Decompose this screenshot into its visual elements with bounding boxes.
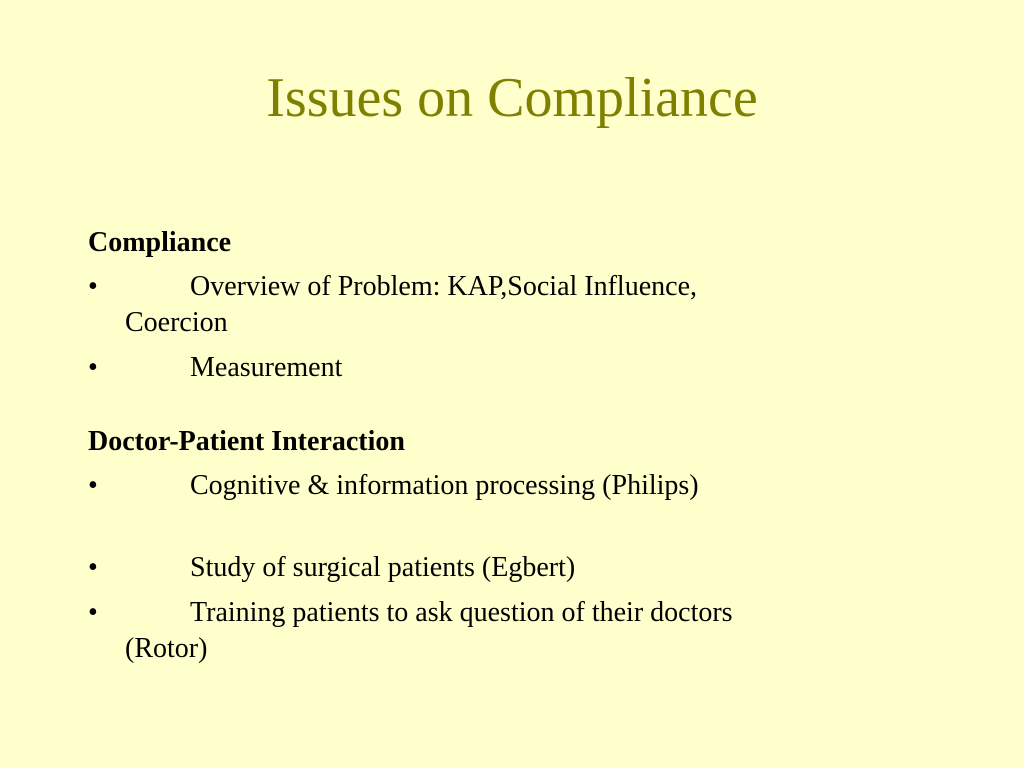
bullet-text: Cognitive & information processing (Philips) [190, 470, 699, 501]
bullet-text: Study of surgical patients (Egbert) [190, 552, 576, 583]
slide-title: Issues on Compliance [266, 67, 758, 129]
bullet-icon: • [88, 552, 98, 583]
item-spacer [88, 504, 888, 550]
bullet-item [88, 595, 888, 667]
bullet-item [88, 468, 888, 504]
bullet-icon: • [88, 470, 98, 501]
bullet-text: Measurement [190, 352, 343, 383]
section-heading-compliance: Compliance [88, 227, 232, 258]
bullet-icon: • [88, 352, 98, 383]
slide-body [88, 225, 888, 667]
bullet-text-continuation: Coercion [125, 307, 228, 338]
bullet-item [88, 269, 888, 341]
bullet-item [88, 550, 888, 586]
section-spacer [88, 386, 888, 424]
section-heading-doctor-patient-interaction: Doctor-Patient Interaction [88, 426, 405, 457]
bullet-text: Overview of Problem: KAP,Social Influence, [190, 271, 697, 302]
bullet-icon: • [88, 271, 98, 302]
bullet-text: Training patients to ask question of their doctors [190, 597, 733, 628]
bullet-item [88, 350, 888, 386]
bullet-text-continuation: (Rotor) [125, 633, 208, 664]
bullet-icon: • [88, 597, 98, 628]
